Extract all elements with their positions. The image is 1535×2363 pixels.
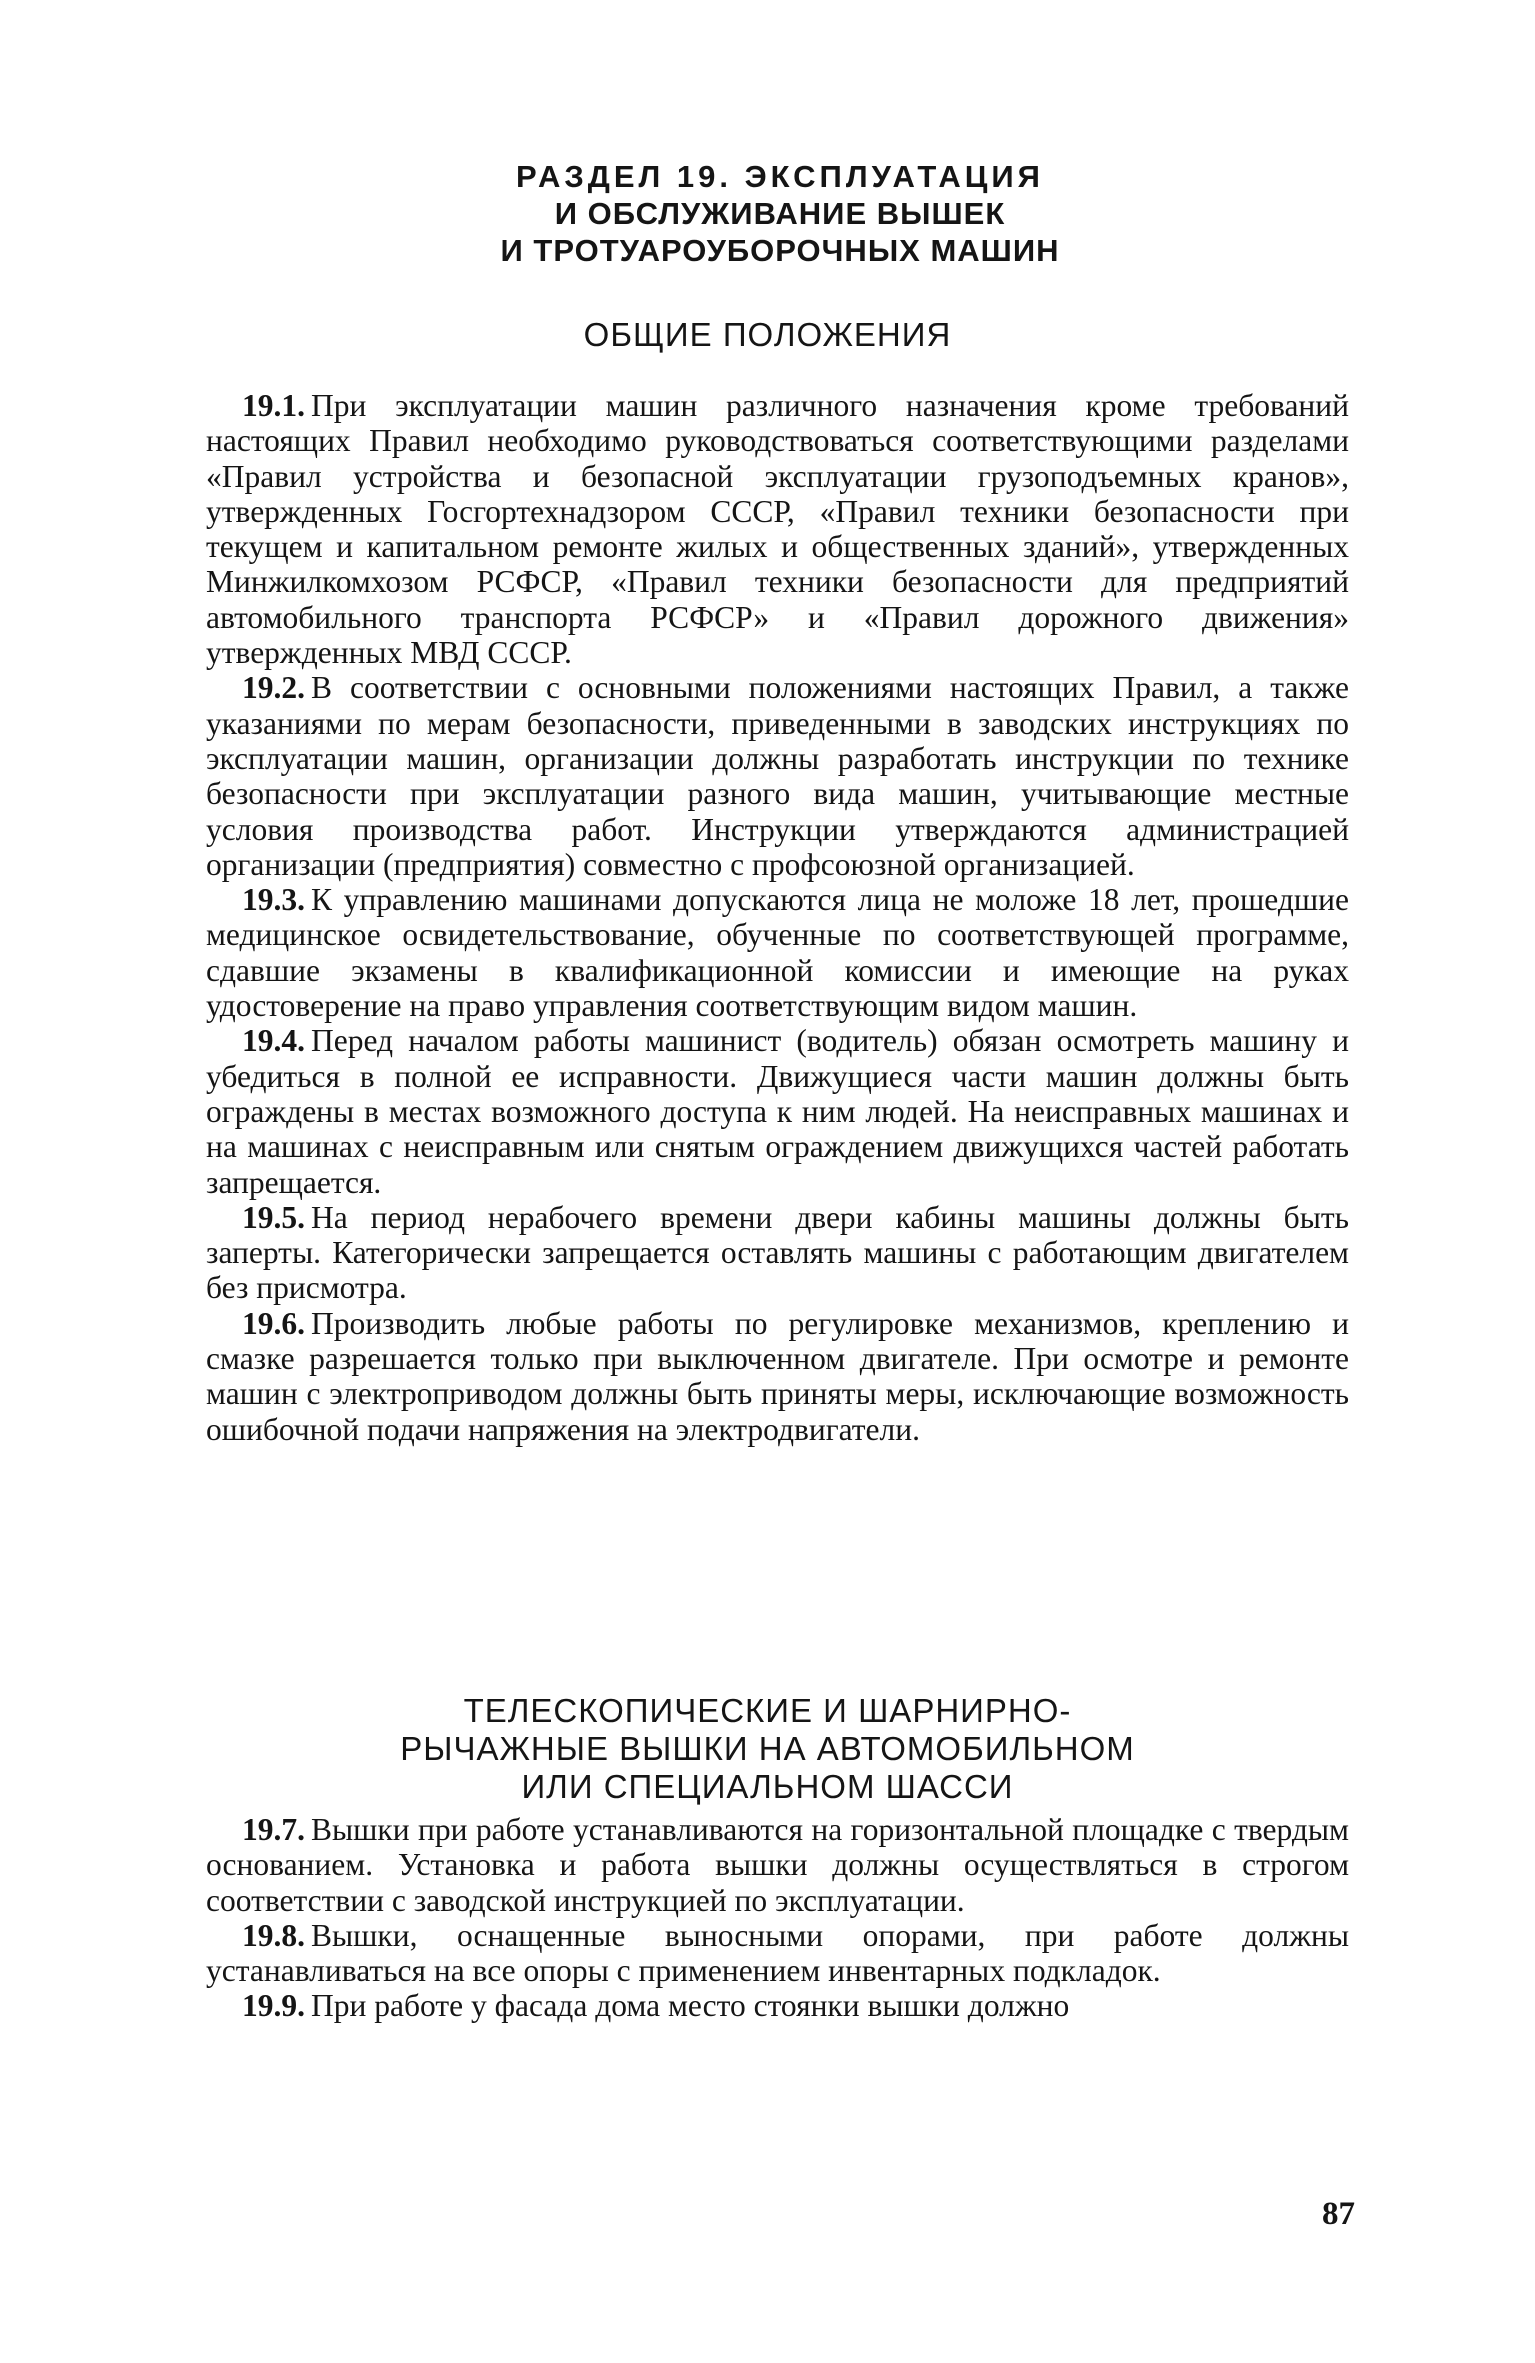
paragraph-19-1 bbox=[206, 388, 1349, 670]
paragraph-19-8 bbox=[206, 1918, 1349, 1989]
paragraph-text: При эксплуатации машин различного назначения кроме требований настоящих Правил необходимо руководствоваться соответствующими разделами «Правил устройства и безопасной эксплуатации грузоподъемных кранов», утвержденных Госгортехнадзором СССР, «Правил техники безопасности при текущем и капитальном ремонте жилых и общественных зданий», утвержденных Минжилкомхозом РСФСР, «Правил техники безопасности для предприятий автомобильного транспорта РСФСР» и «Правил дорожного движения» утвержденных МВД СССР. bbox=[206, 388, 1349, 671]
paragraph-text: На период нерабочего времени двери кабины машины должны быть заперты. Категорически запрещается оставлять машины с работающим двигателем без присмотра. bbox=[206, 1199, 1349, 1306]
paragraph-number: 19.9. bbox=[242, 1988, 305, 2024]
paragraph-text: Вышки при работе устанавливаются на горизонтальной площадке с твердым основанием. Установка и работа вышки должны осуществляться в строгом соответствии с заводской инструкцией по эксплуатации. bbox=[206, 1812, 1349, 1918]
paragraph-text: Перед началом работы машинист (водитель) обязан осмотреть машину и убедиться в полной ее исправности. Движущиеся части машин должны быть ограждены в местах возможного доступа к ним людей. На неисправных машинах и на машинах с неисправным или снятым ограждением движущихся частей работать запрещается. bbox=[206, 1023, 1349, 1200]
paragraph-19-6 bbox=[206, 1306, 1349, 1447]
telescopic-heading-line-1: ТЕЛЕСКОПИЧЕСКИЕ И ШАРНИРНО- bbox=[463, 1692, 1072, 1729]
paragraph-number: 19.8. bbox=[242, 1917, 305, 1953]
paragraph-number: 19.7. bbox=[242, 1812, 305, 1847]
telescopic-heading-line-2: РЫЧАЖНЫЕ ВЫШКИ НА АВТОМОБИЛЬНОМ bbox=[400, 1730, 1135, 1767]
paragraph-19-5 bbox=[206, 1200, 1349, 1306]
telescopic-heading-line-3: ИЛИ СПЕЦИАЛЬНОМ ШАССИ bbox=[521, 1768, 1014, 1805]
paragraph-19-9 bbox=[206, 1988, 1349, 2023]
paragraph-number: 19.2. bbox=[242, 670, 305, 706]
paragraph-number: 19.1. bbox=[242, 388, 305, 423]
telescopic-towers-heading bbox=[0, 1692, 1535, 1806]
paragraph-number: 19.6. bbox=[242, 1305, 305, 1341]
paragraph-number: 19.3. bbox=[242, 882, 305, 918]
section-title bbox=[380, 158, 1180, 269]
paragraph-text: К управлению машинами допускаются лица не моложе 18 лет, прошедшие медицинское освидетельствование, обученные по соответствующей программе, сдавшие экзамены в квалификационной комиссии и имеющие на руках удостоверение на право управления соответствующим видом машин. bbox=[206, 882, 1349, 1024]
paragraph-19-7 bbox=[206, 1812, 1349, 1918]
paragraph-text: Вышки, оснащенные выносными опорами, при работе должны устанавливаться на все опоры с применением инвентарных подкладок. bbox=[206, 1917, 1349, 1989]
section-title-line-1: РАЗДЕЛ 19. ЭКСПЛУАТАЦИЯ bbox=[516, 159, 1044, 194]
paragraph-19-2 bbox=[206, 670, 1349, 882]
paragraph-number: 19.5. bbox=[242, 1199, 305, 1235]
paragraph-text: В соответствии с основными положениями настоящих Правил, а также указаниями по мерам безопасности, приведенными в заводских инструкциях по эксплуатации машин, организации должны разработать инструкции по технике безопасности при эксплуатации разного вида машин, учитывающие местные условия производства работ. Инструкции утверждаются администрацией организации (предприятия) совместно с профсоюзной организацией. bbox=[206, 670, 1349, 882]
paragraph-number: 19.4. bbox=[242, 1023, 305, 1059]
general-provisions-heading: ОБЩИЕ ПОЛОЖЕНИЯ bbox=[583, 316, 952, 353]
paragraph-text: Производить любые работы по регулировке механизмов, креплению и смазке разрешается только при выключенном двигателе. При осмотре и ремонте машин с электроприводом должны быть приняты меры, исключающие возможность ошибочной подачи напряжения на электродвигатели. bbox=[206, 1305, 1349, 1447]
telescopic-towers-body bbox=[206, 1812, 1349, 2024]
section-title-line-2: И ОБСЛУЖИВАНИЕ ВЫШЕК bbox=[554, 196, 1006, 231]
paragraph-19-3 bbox=[206, 882, 1349, 1023]
page-number: 87 bbox=[1322, 2196, 1355, 2232]
paragraph-text: При работе у фасада дома место стоянки вышки должно bbox=[311, 1988, 1070, 2024]
paragraph-19-4 bbox=[206, 1023, 1349, 1199]
section-title-line-3: И ТРОТУАРОУБОРОЧНЫХ МАШИН bbox=[500, 233, 1060, 268]
general-provisions-body bbox=[206, 388, 1349, 1447]
